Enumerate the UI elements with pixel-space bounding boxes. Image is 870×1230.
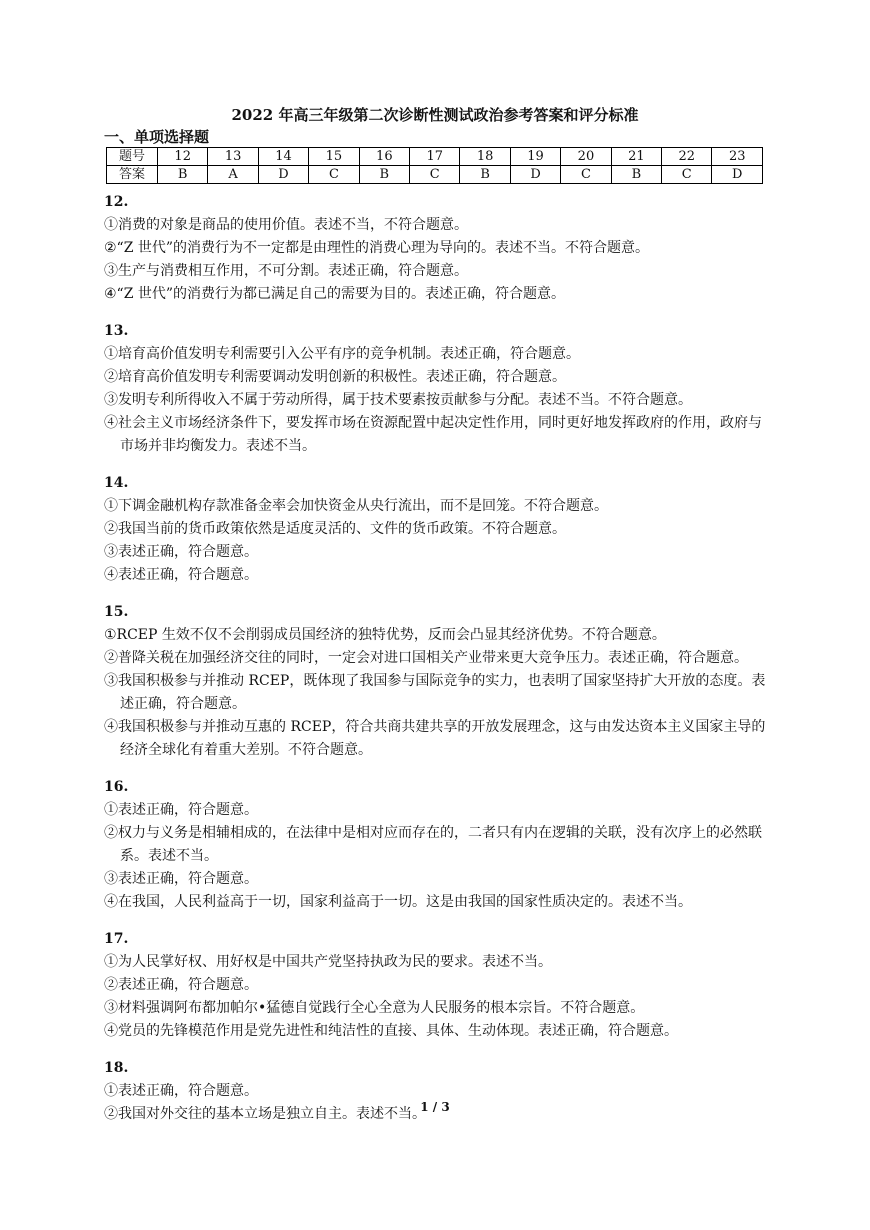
section-heading: 一、单项选择题 (104, 128, 210, 146)
option-analysis: ①表述正确，符合题意。 (104, 802, 258, 818)
question-number-cell: 21 (611, 148, 661, 166)
option-analysis: ④表述正确，符合题意。 (104, 567, 258, 583)
question-number: 15. (104, 604, 129, 620)
question-number: 16. (104, 779, 129, 795)
option-analysis: ③表述正确，符合题意。 (104, 544, 258, 560)
answer-table-number-row (107, 148, 763, 166)
option-analysis: ③发明专利所得收入不属于劳动所得，属于技术要素按贡献参与分配。表述不当。不符合题意。 (104, 392, 692, 408)
question-number-cell: 18 (460, 148, 510, 166)
question-number-cell: 15 (309, 148, 359, 166)
page-number: 1 / 3 (420, 1100, 450, 1114)
row-label-answer: 答案 (107, 166, 158, 184)
question-block (104, 776, 770, 914)
question-number-cell: 22 (662, 148, 712, 166)
option-analysis: ④我国积极参与并推动互惠的 RCEP，符合共商共建共享的开放发展理念，这与由发达资本主义国家主导的经济全球化有着重大差别。不符合题意。 (104, 719, 766, 758)
question-block (104, 472, 770, 587)
answer-cell: C (662, 166, 712, 184)
question-number-cell: 17 (410, 148, 460, 166)
question-number: 14. (104, 475, 129, 491)
question-number: 18. (104, 1060, 129, 1076)
answer-cell: A (208, 166, 258, 184)
option-analysis: ①为人民掌好权、用好权是中国共产党坚持执政为民的要求。表述不当。 (104, 954, 552, 970)
question-number-cell: 23 (712, 148, 763, 166)
question-number-cell: 12 (158, 148, 208, 166)
answer-cell: C (309, 166, 359, 184)
answer-cell: B (460, 166, 510, 184)
answer-table (106, 147, 763, 184)
option-analysis: ②普降关税在加强经济交往的同时，一定会对进口国相关产业带来更大竞争压力。表述正确，符合题意。 (104, 650, 748, 666)
answer-table-answer-row (107, 166, 763, 184)
option-analysis: ④在我国，人民利益高于一切，国家利益高于一切。这是由我国的国家性质决定的。表述不当。 (104, 894, 692, 910)
question-block (104, 928, 770, 1043)
answer-cell: D (510, 166, 560, 184)
answer-cell: B (158, 166, 208, 184)
option-analysis: ②表述正确，符合题意。 (104, 977, 258, 993)
option-analysis: ③材料强调阿布都加帕尔•猛德自觉践行全心全意为人民服务的根本宗旨。不符合题意。 (104, 1000, 645, 1016)
question-number-cell: 14 (258, 148, 308, 166)
option-analysis: ③表述正确，符合题意。 (104, 871, 258, 887)
answer-explanations (104, 191, 770, 1140)
row-label-number: 题号 (107, 148, 158, 166)
answer-cell: B (359, 166, 409, 184)
question-number-cell: 20 (561, 148, 611, 166)
option-analysis: ①RCEP 生效不仅不会削弱成员国经济的独特优势，反而会凸显其经济优势。不符合题意。 (104, 627, 666, 643)
option-analysis: ②培育高价值发明专利需要调动发明创新的积极性。表述正确，符合题意。 (104, 369, 566, 385)
question-number-cell: 19 (510, 148, 560, 166)
option-analysis: ④“Z 世代”的消费行为都已满足自己的需要为目的。表述正确，符合题意。 (104, 286, 566, 302)
option-analysis: ③生产与消费相互作用，不可分割。表述正确，符合题意。 (104, 263, 468, 279)
answer-cell: C (561, 166, 611, 184)
question-block (104, 191, 770, 306)
question-block (104, 601, 770, 762)
option-analysis: ①下调金融机构存款准备金率会加快资金从央行流出，而不是回笼。不符合题意。 (104, 498, 608, 514)
answer-cell: D (258, 166, 308, 184)
option-analysis: ①表述正确，符合题意。 (104, 1083, 258, 1099)
option-analysis: ②“Z 世代”的消费行为不一定都是由理性的消费心理为导向的。表述不当。不符合题意。 (104, 240, 650, 256)
question-number-cell: 13 (208, 148, 258, 166)
option-analysis: ①消费的对象是商品的使用价值。表述不当，不符合题意。 (104, 217, 468, 233)
question-block (104, 1057, 770, 1126)
answer-cell: B (611, 166, 661, 184)
answer-cell: D (712, 166, 763, 184)
question-block (104, 320, 770, 458)
option-analysis: ④社会主义市场经济条件下，要发挥市场在资源配置中起决定性作用，同时更好地发挥政府的作用，政府与市场并非均衡发力。表述不当。 (104, 415, 762, 454)
answer-cell: C (410, 166, 460, 184)
option-analysis: ③我国积极参与并推动 RCEP，既体现了我国参与国际竞争的实力，也表明了国家坚持扩大开放的态度。表述正确，符合题意。 (104, 673, 766, 712)
option-analysis: ②我国对外交往的基本立场是独立自主。表述不当。 (104, 1106, 426, 1122)
option-analysis: ④党员的先锋模范作用是党先进性和纯洁性的直接、具体、生动体现。表述正确，符合题意。 (104, 1023, 678, 1039)
option-analysis: ②我国当前的货币政策依然是适度灵活的、文件的货币政策。不符合题意。 (104, 521, 566, 537)
question-number: 12. (104, 194, 129, 210)
question-number: 13. (104, 323, 129, 339)
question-number-cell: 16 (359, 148, 409, 166)
question-number: 17. (104, 931, 129, 947)
document-title: 2022 年高三年级第二次诊断性测试政治参考答案和评分标准 (231, 106, 639, 124)
option-analysis: ①培育高价值发明专利需要引入公平有序的竞争机制。表述正确，符合题意。 (104, 346, 580, 362)
option-analysis: ②权力与义务是相辅相成的，在法律中是相对应而存在的，二者只有内在逻辑的关联，没有次序上的必然联系。表述不当。 (104, 825, 762, 864)
